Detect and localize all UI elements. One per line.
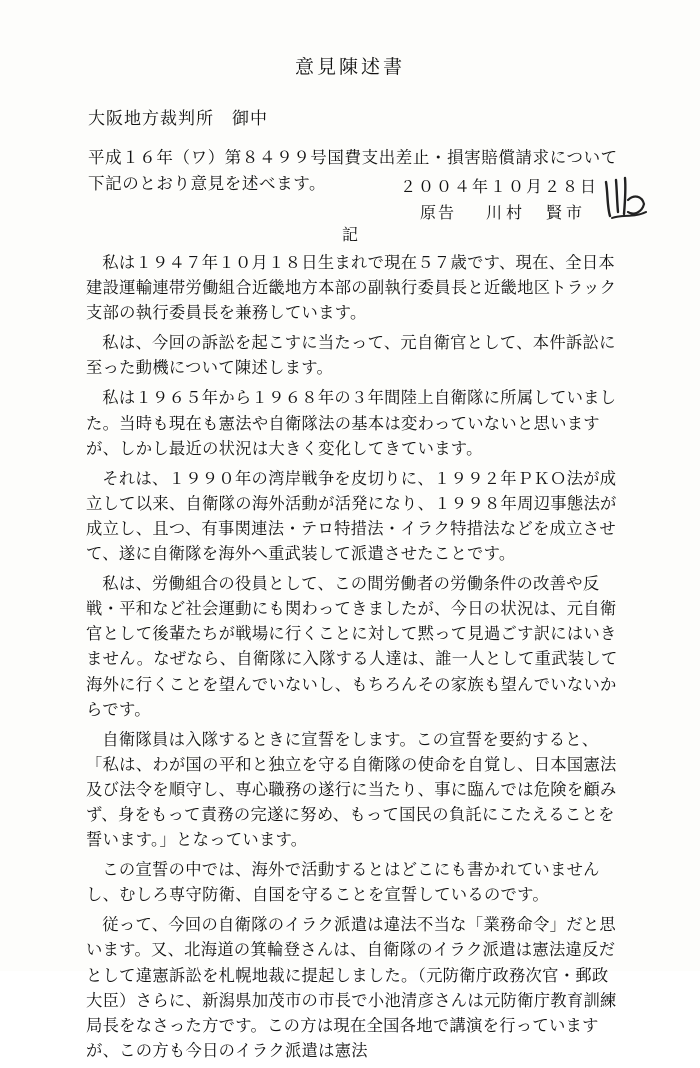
sender-name: 川村 賢市 bbox=[486, 203, 587, 222]
paragraph-union: 私は、労働組合の役員として、この間労働者の労働条件の改善や反戦・平和など社会運動にも関わってきましたが、今日の状況は、元自衛官として後輩たちが戦場に行くことに対して黙って見過ごす訳にはいきません。なぜなら、自衛隊に入隊する人達は、誰一人として重武装して海外に行くことを望んでいないし、もちろんその家族も望んでいないからです。 bbox=[86, 574, 618, 719]
sender-line bbox=[420, 200, 586, 223]
intro-statement: 平成１６年（ワ）第８４９９号国費支出差止・損害賠償請求について下記のとおり意見を述べます。 bbox=[88, 148, 618, 193]
sender-role: 原告 bbox=[420, 203, 457, 222]
paragraph-conclusion: 従って、今回の自衛隊のイラク派遣は違法不当な「業務命令」だと思います。又、北海道の箕輪登さんは、自衛隊のイラク派遣は憲法違反だとして違憲訴訟を札幌地裁に提起しました。（元防衛庁政務次官・郵政大臣）さらに、新潟県加茂市の市長で小池清彦さんは元防衛庁教育訓練局長をなさった方です。この方は現在全国各地で講演を行っていますが、この方も今日のイラク派遣は憲法 bbox=[86, 915, 617, 1060]
paragraph-background: 私は１９４７年１０月１８日生まれで現在５７歳です、現在、全日本建設運輸連帯労働組合近畿地方本部の副執行委員長と近畿地区トラック支部の執行委員長を兼務しています。 bbox=[86, 253, 617, 323]
document-title: 意見陳述書 bbox=[294, 56, 405, 78]
handwritten-seal-mark bbox=[598, 172, 650, 224]
paragraph-history: それは、１９９０年の湾岸戦争を皮切りに、１９９２年ＰＫＯ法が成立して以来、自衛隊の海外活動が活発になり、１９９８年周辺事態法が成立し、且つ、有事関連法・テロ特措法・イラク特措法などを成立させて、遂に自衛隊を海外へ重武装して派遣させたことです。 bbox=[86, 468, 617, 564]
statement-body bbox=[86, 250, 620, 1068]
paragraph-oath-scope: この宣誓の中では、海外で活動するとはどこにも書かれていませんし、むしろ専守防衛、自国を守ることを宣誓しているのです。 bbox=[86, 860, 600, 905]
document-date: ２００４年１０月２８日 bbox=[399, 177, 598, 196]
addressee: 大阪地方裁判所 御中 bbox=[88, 109, 268, 129]
ki-heading: 記 bbox=[341, 225, 358, 244]
paragraph-service: 私は１９６５年から１９６８年の３年間陸上自衛隊に所属していました。当時も現在も憲法や自衛隊法の基本は変わっていないと思いますが、しかし最近の状況は大きく変化してきています。 bbox=[86, 388, 617, 458]
paragraph-purpose: 私は、今回の訴訟を起こすに当たって、元自衛官として、本件訴訟に至った動機について陳述します。 bbox=[86, 333, 616, 378]
paragraph-oath: 自衛隊員は入隊するときに宣誓をします。この宣誓を要約すると、「私は、わが国の平和と独立を守る自衛隊の使命を自覚し、日本国憲法及び法令を順守し、専心職務の遂行に当たり、事に臨んでは危険を顧みず、身をもって責務の完遂に努め、もって国民の負託にこたえることを誓います。」となっています。 bbox=[86, 729, 617, 850]
